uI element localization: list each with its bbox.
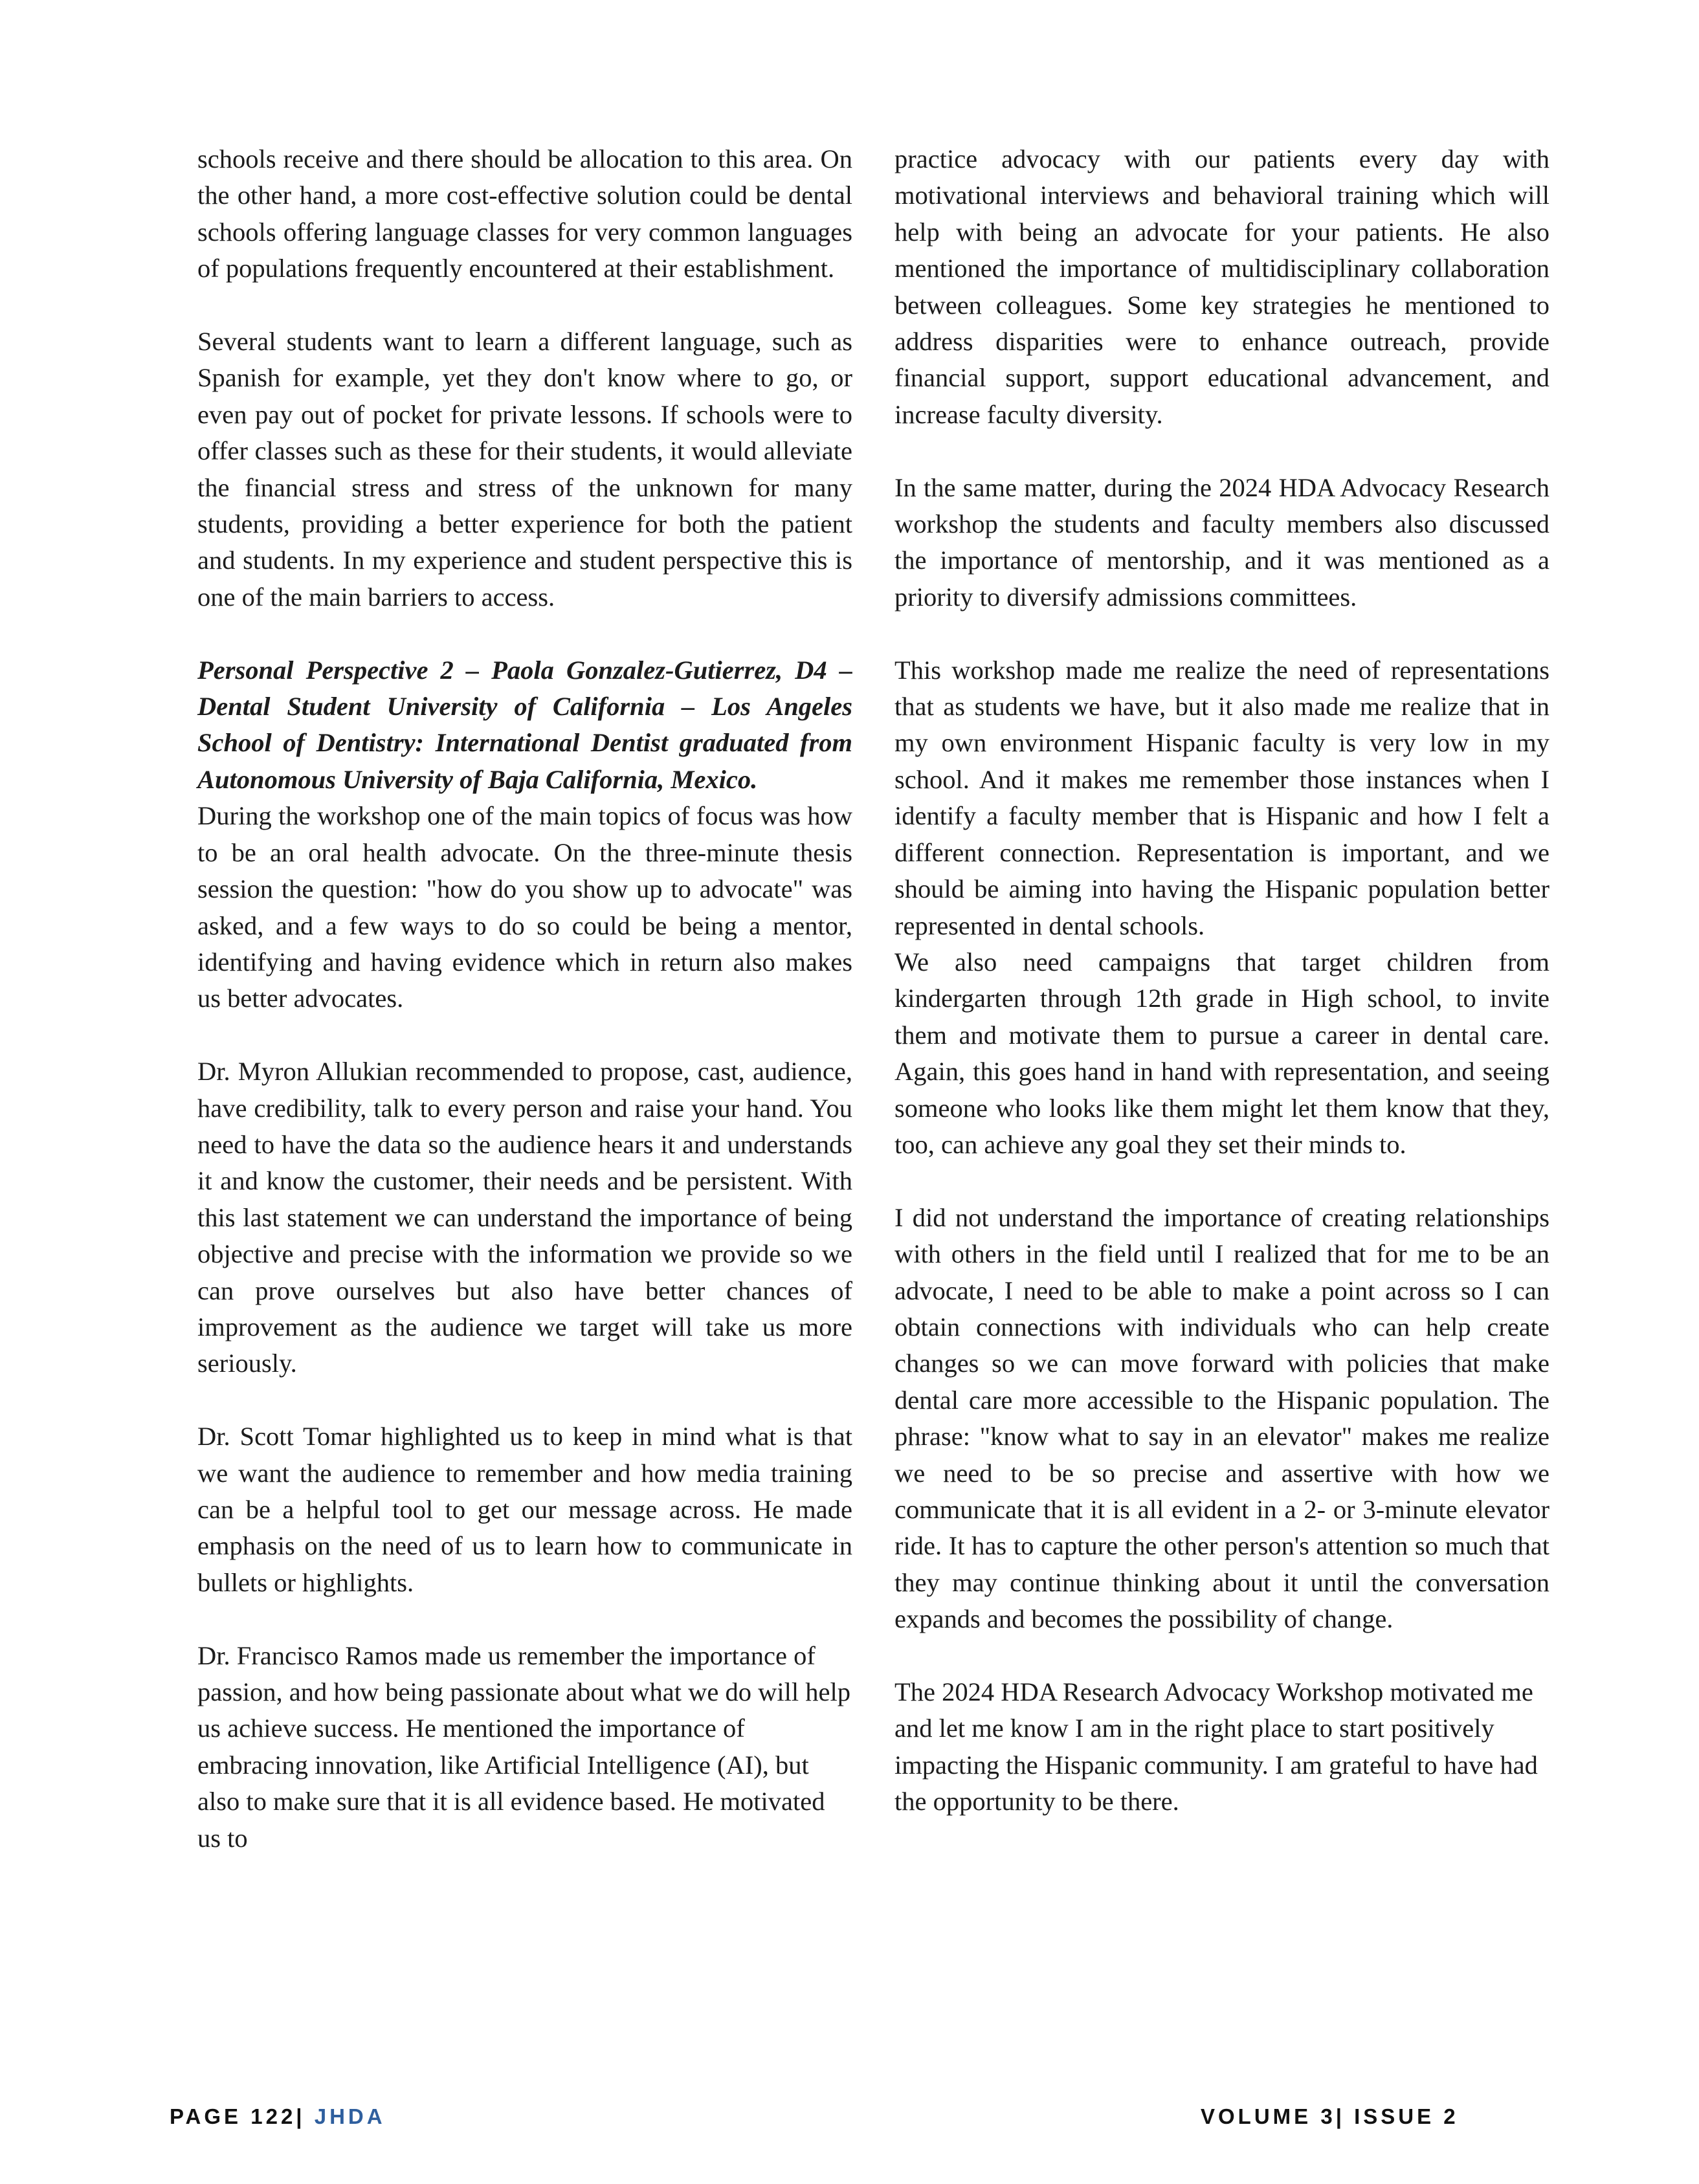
right-paragraph-2: In the same matter, during the 2024 HDA Advocacy Research workshop the students and faculty members also discussed the importance of mentorship, and it was mentioned as a priority to diversify admissions committees. xyxy=(894,472,1549,612)
right-paragraph-4: We also need campaigns that target children from kindergarten through 12th grade in High school, to invite them and motivate them to pursue a career in dental care. Again, this goes hand in hand with representation, and seeing someone who looks like them might let them know that they, too, can achieve any goal they set their minds to. xyxy=(894,947,1549,1159)
right-paragraph-5: I did not understand the importance of creating relationships with others in the field until I realized that for me to be an advocate, I need to be able to make a point across so I can obtain connections with individuals who can help create changes so we can move forward with policies that make dental care more accessible to the Hispanic population. The phrase: "know what to say in an elevator" makes me realize we need to be so precise and assertive with how we communicate that it is all evident in a 2- or 3-minute elevator ride. It has to capture the other person's attention so much that they may continue thinking about it until the conversation expands and becomes the possibility of change. xyxy=(894,1202,1549,1634)
right-paragraph-6: The 2024 HDA Research Advocacy Workshop motivated me and let me know I am in the right place to start positively impacting the Hispanic community. I am grateful to have had the opportunity to be there. xyxy=(894,1677,1538,1816)
left-column xyxy=(197,141,852,1857)
right-paragraph-3: This workshop made me realize the need of representations that as students we have, but it also made me realize that in my own environment Hispanic faculty is very low in my school. And it makes me remember those instances when I identify a faculty member that is Hispanic and how I felt a different connection. Representation is important, and we should be aiming into having the Hispanic population better represented in dental schools. xyxy=(894,655,1549,940)
left-paragraph-6: Dr. Francisco Ramos made us remember the importance of passion, and how being passionate about what we do will help us achieve success. He mentioned the importance of embracing innovation, like Artificial Intelligence (AI), but also to make sure that it is all evidence based. He motivated us to xyxy=(197,1640,850,1853)
right-column xyxy=(894,141,1549,1820)
left-paragraph-5: Dr. Scott Tomar highlighted us to keep in mind what is that we want the audience to remember and how media training can be a helpful tool to get our message across. He made emphasis on the need of us to learn how to communicate in bullets or highlights. xyxy=(197,1422,852,1597)
footer-page-label xyxy=(170,2104,386,2129)
left-paragraph-4: Dr. Myron Allukian recommended to propose, cast, audience, have credibility, talk to every person and raise your hand. You need to have the data so the audience hears it and understands it and know the customer, their needs and be persistent. With this last statement we can understand the importance of being objective and precise with the information we provide so we can prove ourselves but also have better chances of improvement as the audience we target will take us more seriously. xyxy=(197,1057,852,1378)
personal-perspective-heading: Personal Perspective 2 – Paola Gonzalez-Gutierrez, D4 – Dental Student University of California – Los Angeles School of Dentistry: International Dentist graduated from Autonomous University of Baja California, Mexico. xyxy=(197,655,852,794)
left-paragraph-3: During the workshop one of the main topics of focus was how to be an oral health advocate. On the three-minute thesis session the question: "how do you show up to advocate" was asked, and a few ways to do so could be being a mentor, identifying and having evidence which in return also makes us better advocates. xyxy=(197,801,852,1013)
left-paragraph-1: schools receive and there should be allocation to this area. On the other hand, a more cost-effective solution could be dental schools offering language classes for very common languages of populations frequently encountered at their establishment. xyxy=(197,144,852,283)
journal-name: JHDA xyxy=(314,2104,386,2128)
left-paragraph-2: Several students want to learn a different language, such as Spanish for example, yet they don't know where to go, or even pay out of pocket for private lessons. If schools were to offer classes such as these for their students, it would alleviate the financial stress and stress of the unknown for many students, providing a better experience for both the patient and students. In my experience and student perspective this is one of the main barriers to access. xyxy=(197,327,852,612)
right-paragraph-1: practice advocacy with our patients every day with motivational interviews and behavioral training which will help with being an advocate for your patients. He also mentioned the importance of multidisciplinary collaboration between colleagues. Some key strategies he mentioned to address disparities were to enhance outreach, provide financial support, support educational advancement, and increase faculty diversity. xyxy=(894,144,1549,429)
footer-volume-issue xyxy=(1201,2104,1459,2129)
volume-issue: VOLUME 3| ISSUE 2 xyxy=(1201,2104,1459,2128)
page-number: PAGE 122| xyxy=(170,2104,305,2128)
